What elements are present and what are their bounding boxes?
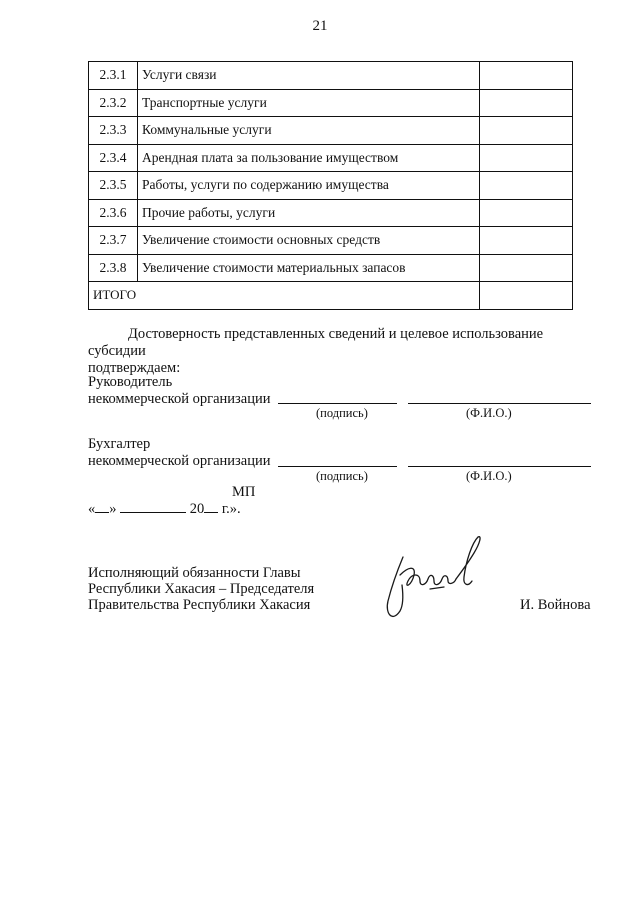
row-label: Увеличение стоимости основных средств — [138, 227, 480, 255]
row-value — [480, 227, 573, 255]
row-code: 2.3.8 — [89, 254, 138, 282]
head-name-line — [408, 403, 591, 404]
accountant-title-line-1: Бухгалтер — [88, 436, 151, 452]
row-value — [480, 62, 573, 90]
year-blank — [204, 500, 218, 513]
stamp-label: МП — [232, 484, 256, 500]
row-code: 2.3.7 — [89, 227, 138, 255]
table-row — [89, 144, 573, 172]
official-title-line-1: Исполняющий обязанности Главы — [88, 565, 301, 581]
confirmation-statement — [88, 326, 588, 377]
head-name-caption: (Ф.И.О.) — [466, 406, 512, 420]
row-label: Работы, услуги по содержанию имущества — [138, 172, 480, 200]
official-title — [88, 565, 314, 613]
table-row — [89, 62, 573, 90]
row-value — [480, 254, 573, 282]
handwritten-signature — [370, 527, 510, 627]
accountant-name-line — [408, 466, 591, 467]
row-label: Увеличение стоимости материальных запасов — [138, 254, 480, 282]
confirmation-line-1: Достоверность представленных сведений и целевое использование субсидии — [88, 326, 544, 359]
row-code: 2.3.4 — [89, 144, 138, 172]
table-row — [89, 227, 573, 255]
table-row — [89, 89, 573, 117]
official-title-line-3: Правительства Республики Хакасия — [88, 597, 311, 613]
accountant-title-line-2: некоммерческой организации — [88, 453, 271, 469]
head-signature-caption: (подпись) — [316, 406, 368, 420]
year-suffix: г.». — [221, 501, 241, 517]
head-title-line-1: Руководитель — [88, 374, 173, 390]
table-row — [89, 117, 573, 145]
row-code: 2.3.2 — [89, 89, 138, 117]
date-field — [88, 500, 241, 518]
page-number: 21 — [312, 18, 328, 34]
row-label: Арендная плата за пользование имуществом — [138, 144, 480, 172]
row-value — [480, 172, 573, 200]
date-close-quote: » — [109, 501, 117, 517]
table-row — [89, 254, 573, 282]
row-label: Услуги связи — [138, 62, 480, 90]
day-blank — [95, 500, 109, 513]
date-open-quote: « — [88, 501, 96, 517]
total-row — [89, 282, 573, 310]
total-label: ИТОГО — [89, 282, 480, 310]
row-value — [480, 89, 573, 117]
accountant-signature-caption: (подпись) — [316, 469, 368, 483]
accountant-name-caption: (Ф.И.О.) — [466, 469, 512, 483]
month-blank — [120, 500, 186, 513]
total-value — [480, 282, 573, 310]
signer-name: И. Войнова — [520, 597, 591, 613]
row-label: Коммунальные услуги — [138, 117, 480, 145]
accountant-signature-line — [278, 466, 397, 467]
row-label: Транспортные услуги — [138, 89, 480, 117]
accountant-signature-block — [88, 436, 270, 470]
subsidy-expense-table — [88, 61, 573, 310]
row-code: 2.3.3 — [89, 117, 138, 145]
head-signature-block — [88, 374, 270, 408]
table-row — [89, 199, 573, 227]
official-title-line-2: Республики Хакасия – Председателя — [88, 581, 315, 597]
row-label: Прочие работы, услуги — [138, 199, 480, 227]
row-code: 2.3.5 — [89, 172, 138, 200]
row-value — [480, 117, 573, 145]
year-prefix: 20 — [189, 501, 205, 517]
row-code: 2.3.6 — [89, 199, 138, 227]
head-title-line-2: некоммерческой организации — [88, 391, 271, 407]
row-code: 2.3.1 — [89, 62, 138, 90]
row-value — [480, 199, 573, 227]
table-row — [89, 172, 573, 200]
table-body — [89, 62, 573, 282]
head-signature-line — [278, 403, 397, 404]
confirmation-line-2: подтверждаем: — [88, 360, 181, 376]
row-value — [480, 144, 573, 172]
